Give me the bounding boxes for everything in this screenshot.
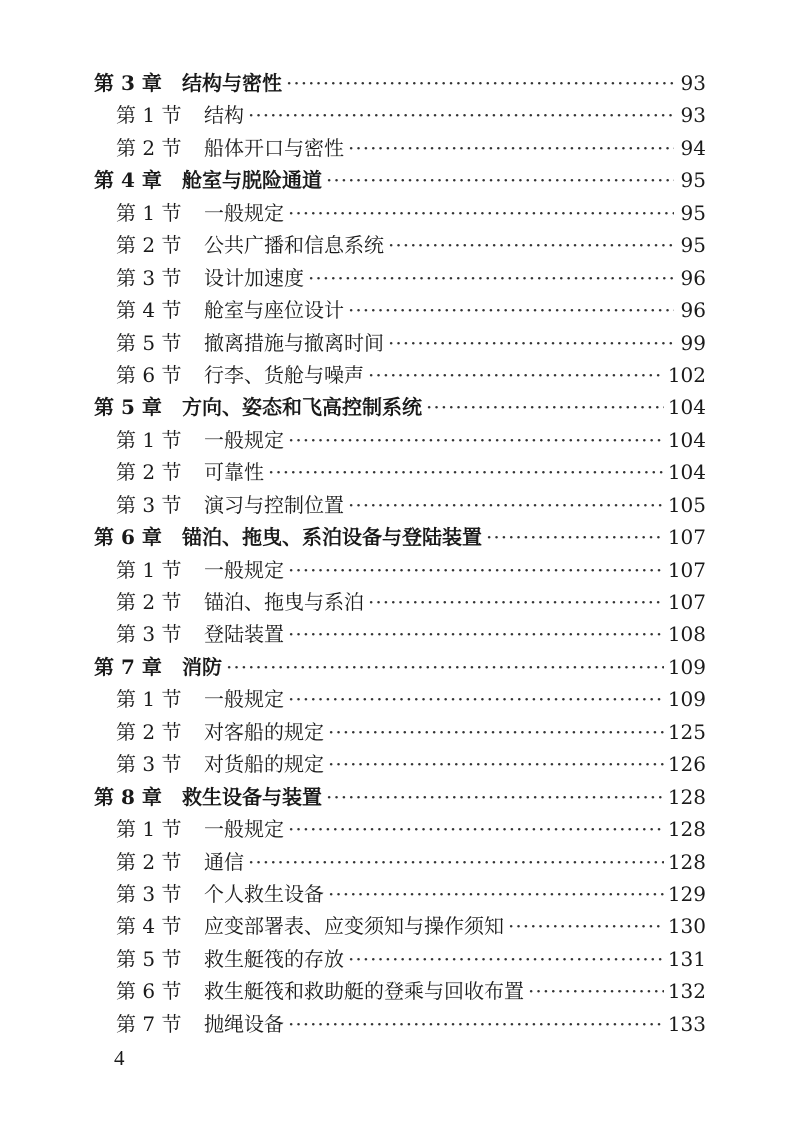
- section-number: 第 7 节: [116, 1011, 182, 1036]
- dot-leader: [348, 943, 664, 975]
- section-number: 第 1 节: [116, 200, 182, 225]
- section-title: 一般规定: [204, 200, 284, 225]
- section-title: 结构: [204, 103, 244, 128]
- page-reference: 128: [667, 784, 706, 809]
- toc-section-row: [94, 878, 706, 910]
- dot-leader: [268, 456, 664, 488]
- section-title: 救生艇筏的存放: [204, 946, 344, 971]
- page-reference: 95: [680, 233, 706, 258]
- toc-section-row: [94, 910, 706, 942]
- section-number: 第 4 节: [116, 298, 182, 323]
- dot-leader: [388, 229, 674, 261]
- section-number: 第 2 节: [116, 719, 182, 744]
- section-number: 第 1 节: [116, 817, 182, 842]
- section-number: 第 4 节: [116, 914, 182, 939]
- section-number: 第 6 节: [116, 979, 182, 1004]
- section-number: 第 3 节: [116, 622, 182, 647]
- page-reference: 96: [680, 265, 706, 290]
- section-number: 第 2 节: [116, 233, 182, 258]
- page-reference: 104: [667, 460, 706, 485]
- chapter-number: 第 5 章: [94, 395, 162, 420]
- chapter-title: 救生设备与装置: [182, 784, 322, 809]
- section-number: 第 1 节: [116, 557, 182, 582]
- page-reference: 104: [667, 395, 706, 420]
- dot-leader: [328, 716, 664, 748]
- page-reference: 125: [667, 719, 706, 744]
- chapter-title: 舱室与脱险通道: [182, 168, 322, 193]
- section-title: 个人救生设备: [204, 881, 324, 906]
- chapter-number: 第 3 章: [94, 71, 162, 95]
- toc-chapter-row: [94, 391, 706, 423]
- toc-section-row: [94, 489, 706, 521]
- page-reference: 126: [667, 752, 706, 777]
- section-title: 设计加速度: [204, 265, 304, 290]
- section-title: 登陆装置: [204, 622, 284, 647]
- toc-section-row: [94, 683, 706, 715]
- chapter-title: 锚泊、拖曳、系泊设备与登陆装置: [182, 525, 482, 550]
- page-reference: 131: [667, 946, 706, 971]
- section-number: 第 5 节: [116, 946, 182, 971]
- toc-section-row: [94, 327, 706, 359]
- page-reference: 107: [667, 525, 706, 550]
- section-title: 舱室与座位设计: [204, 298, 344, 323]
- toc-section-row: [94, 262, 706, 294]
- dot-leader: [388, 327, 674, 359]
- toc-section-row: [94, 716, 706, 748]
- section-number: 第 2 节: [116, 849, 182, 874]
- page-reference: 107: [667, 590, 706, 614]
- toc-section-row: [94, 586, 706, 618]
- section-title: 抛绳设备: [204, 1011, 284, 1036]
- section-number: 第 6 节: [116, 362, 182, 387]
- page-reference: 129: [667, 881, 706, 906]
- page-reference: 108: [667, 622, 706, 647]
- section-number: 第 5 节: [116, 330, 182, 355]
- dot-leader: [348, 132, 674, 164]
- page-reference: 109: [667, 654, 706, 679]
- section-number: 第 3 节: [116, 752, 182, 777]
- dot-leader: [508, 910, 664, 942]
- toc-chapter-row: [94, 781, 706, 813]
- page-reference: 133: [667, 1011, 706, 1036]
- section-title: 行李、货舱与噪声: [204, 362, 364, 387]
- section-title: 对客船的规定: [204, 719, 324, 744]
- dot-leader: [328, 748, 664, 780]
- section-number: 第 3 节: [116, 265, 182, 290]
- chapter-number: 第 6 章: [94, 525, 162, 550]
- toc-section-row: [94, 132, 706, 164]
- dot-leader: [326, 781, 664, 813]
- dot-leader: [348, 489, 664, 521]
- toc-section-row: [94, 456, 706, 488]
- section-title: 撤离措施与撤离时间: [204, 330, 384, 355]
- dot-leader: [368, 586, 664, 618]
- toc-section-row: [94, 943, 706, 975]
- section-title: 公共广播和信息系统: [204, 233, 384, 258]
- chapter-title: 方向、姿态和飞高控制系统: [182, 395, 422, 420]
- dot-leader: [248, 846, 664, 878]
- toc-section-row: [94, 229, 706, 261]
- section-number: 第 2 节: [116, 460, 182, 485]
- section-number: 第 1 节: [116, 103, 182, 128]
- toc-chapter-row: [94, 67, 706, 99]
- section-number: 第 3 节: [116, 881, 182, 906]
- toc-section-row: [94, 846, 706, 878]
- page-reference: 128: [667, 817, 706, 842]
- page-reference: 132: [667, 979, 706, 1004]
- toc-section-row: [94, 618, 706, 650]
- toc-chapter-row: [94, 521, 706, 553]
- dot-leader: [326, 164, 674, 196]
- toc-section-row: [94, 197, 706, 229]
- page-reference: 105: [667, 492, 706, 517]
- page-reference: 102: [667, 362, 706, 387]
- toc-chapter-row: [94, 651, 706, 683]
- section-number: 第 2 节: [116, 590, 182, 614]
- toc-section-row: [94, 99, 706, 131]
- chapter-number: 第 8 章: [94, 784, 162, 809]
- page-reference: 107: [667, 557, 706, 582]
- page-reference: 109: [667, 687, 706, 712]
- section-title: 一般规定: [204, 427, 284, 452]
- dot-leader: [528, 975, 664, 1007]
- dot-leader: [348, 294, 674, 326]
- dot-leader: [288, 683, 664, 715]
- toc-section-row: [94, 424, 706, 456]
- section-title: 锚泊、拖曳与系泊: [204, 590, 364, 614]
- table-of-contents: [94, 67, 706, 1040]
- section-title: 应变部署表、应变须知与操作须知: [204, 914, 504, 939]
- section-number: 第 3 节: [116, 492, 182, 517]
- page-reference: 130: [667, 914, 706, 939]
- page-reference: 95: [680, 168, 706, 193]
- page-reference: 96: [680, 298, 706, 323]
- section-title: 一般规定: [204, 817, 284, 842]
- dot-leader: [226, 651, 664, 683]
- section-title: 演习与控制位置: [204, 492, 344, 517]
- page-reference: 128: [667, 849, 706, 874]
- toc-section-row: [94, 554, 706, 586]
- toc-section-row: [94, 813, 706, 845]
- section-title: 一般规定: [204, 557, 284, 582]
- section-number: 第 1 节: [116, 427, 182, 452]
- section-title: 通信: [204, 849, 244, 874]
- chapter-title: 消防: [182, 654, 222, 679]
- dot-leader: [288, 813, 664, 845]
- toc-section-row: [94, 294, 706, 326]
- page-number: 4: [114, 1046, 125, 1070]
- toc-section-row: [94, 359, 706, 391]
- section-title: 一般规定: [204, 687, 284, 712]
- dot-leader: [486, 521, 664, 553]
- dot-leader: [328, 878, 664, 910]
- toc-chapter-row: [94, 164, 706, 196]
- toc-section-row: [94, 748, 706, 780]
- page-reference: 95: [680, 200, 706, 225]
- section-number: 第 2 节: [116, 135, 182, 160]
- toc-section-row: [94, 975, 706, 1007]
- page-reference: 94: [680, 135, 706, 160]
- section-title: 对货船的规定: [204, 752, 324, 777]
- dot-leader: [286, 67, 674, 99]
- dot-leader: [308, 262, 674, 294]
- chapter-number: 第 4 章: [94, 168, 162, 193]
- dot-leader: [288, 554, 664, 586]
- dot-leader: [288, 618, 664, 650]
- toc-section-row: [94, 1008, 706, 1040]
- section-title: 救生艇筏和救助艇的登乘与回收布置: [204, 979, 524, 1004]
- page-reference: 99: [680, 330, 706, 355]
- chapter-number: 第 7 章: [94, 654, 162, 679]
- dot-leader: [368, 359, 664, 391]
- dot-leader: [248, 99, 674, 131]
- page-reference: 93: [680, 103, 706, 128]
- section-number: 第 1 节: [116, 687, 182, 712]
- section-title: 可靠性: [204, 460, 264, 485]
- chapter-title: 结构与密性: [182, 71, 282, 95]
- dot-leader: [288, 1008, 664, 1040]
- section-title: 船体开口与密性: [204, 135, 344, 160]
- page-reference: 104: [667, 427, 706, 452]
- dot-leader: [288, 197, 674, 229]
- dot-leader: [288, 424, 664, 456]
- page-reference: 93: [680, 71, 706, 95]
- dot-leader: [426, 391, 664, 423]
